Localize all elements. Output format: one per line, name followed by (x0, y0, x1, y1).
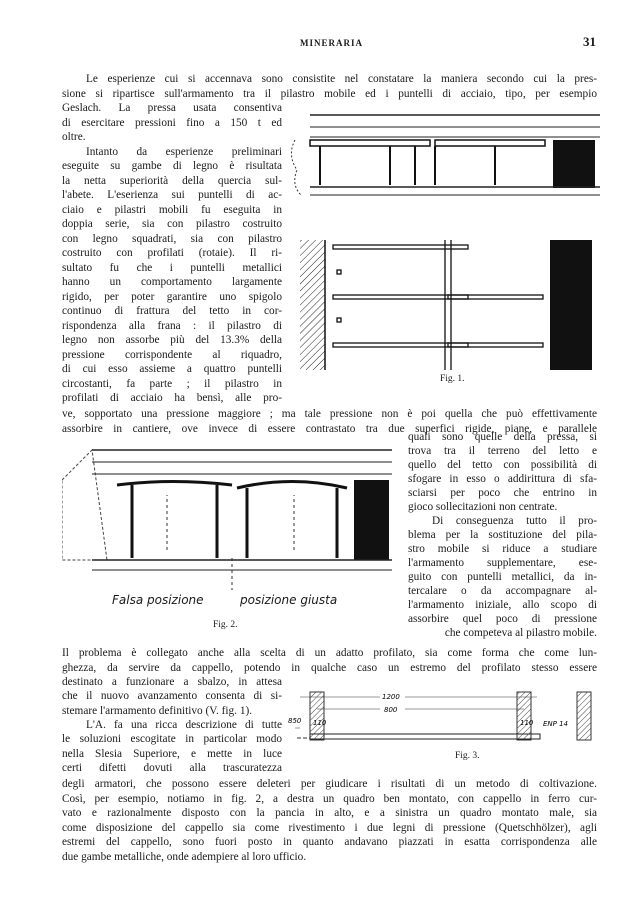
text-line: che il nuovo avanzamento consenta di si- (62, 690, 282, 703)
text-line: Di conseguenza tutto il pro- (432, 515, 597, 527)
dim-800: 800 (384, 706, 398, 714)
text-line: doppia serie, sia con pilastro costruito (62, 218, 282, 230)
dim-1200: 1200 (382, 693, 400, 701)
figure-2-label-right: posizione giusta (240, 593, 338, 607)
text-line: quali sono quelle della pressa, si (408, 431, 597, 443)
text-line: sultato fu che i puntelli metallici (62, 261, 282, 274)
text-line: rispondenza alla frana : il pilastro di (62, 319, 282, 332)
figure-2-caption: Fig. 2. (213, 620, 238, 630)
text-line: con legno squadrati, sia con pilastro (62, 232, 282, 245)
page-number: 31 (583, 34, 596, 49)
figure-3-caption: Fig. 3. (455, 751, 480, 761)
text-line: pressione corrispondente al riquadro, (62, 348, 282, 361)
text-line: gioco sollecitazioni non centrate. (408, 501, 558, 513)
text-line: nella Slesia Superiore, e mette in luce (62, 747, 282, 760)
figure-2-label-wrong: Falsa posizione (112, 593, 204, 607)
text-line: stemare l'armamento definitivo (V. fig. 1). (62, 704, 253, 717)
text-line: legno non assorbe più del 13.3% della (62, 334, 282, 346)
text-line: destinato a funzionare a sbalzo, in attesa (62, 676, 282, 688)
text-line: la netta superiorità della quercia sul- (62, 174, 282, 187)
text-line: vato e razionalmente disposto con la pancia in alto, e a sinistra un quadro montato male, sia (62, 807, 597, 819)
text-line: le soluzioni escogitate in particolar modo (62, 733, 282, 746)
text-line: degli armatori, che possono essere deleteri per giudicare i risultati di un metodo di coltivazione. (62, 778, 597, 790)
dim-110-right: 110 (520, 719, 534, 727)
text-line: assorbire quel poco di pressione (408, 613, 597, 625)
figure-2-drawing (62, 440, 392, 590)
text-line: stro mobile si riduce a studiare (408, 543, 597, 555)
text-line: estremi del cappello, sono fuori posto in quanto andavano piazzati in esatta corrispondenza alle (62, 836, 597, 848)
text-line: ve, sopportato una pressione maggiore ; ma tale pressione non è poi quella che può effettivamente (62, 408, 597, 420)
text-line: di cui esso assieme a quattro puntelli (62, 363, 282, 375)
text-line: l'armamento supplementare, ese- (408, 557, 597, 569)
figure-1-elevation (285, 105, 605, 200)
text-line: circostanti, fa parte ; il pilastro in (62, 377, 282, 390)
text-line: ciaio e pilastri mobili fu eseguita in (62, 203, 282, 216)
text-line: sfogare in esso o addirittura di sfa- (408, 473, 597, 485)
text-line: guito con puntelli metallici, da in- (408, 571, 597, 583)
text-line: blema per la sostituzione del pila- (408, 529, 597, 541)
text-line: Così, per esempio, notiamo in fig. 2, a destra un quadro ben montato, con cappello in ferro cur- (62, 792, 597, 805)
text-line: l'armamento iniziale, allo scopo di (408, 599, 597, 611)
text-line: Geslach. La pressa usata consentiva (62, 102, 282, 114)
text-line: L'A. fa una ricca descrizione di tutte (86, 718, 282, 731)
text-line: oltre. (62, 131, 86, 143)
figure-3-dimensions (285, 690, 615, 750)
text-line: che competeva al pilastro mobile. (444, 627, 597, 639)
text-line: Intanto da esperienze preliminari (86, 145, 282, 158)
text-line: come disposizione del cappello sia come rivestimento i due legni di pressione (Quetschhölzer), agli (62, 821, 597, 834)
text-line: sciarsi per poco che entrino in (408, 487, 597, 499)
text-line: quello del tetto con possibilità di (408, 459, 597, 471)
text-line: costruito con profilati (rotaie). Il ri- (62, 247, 282, 259)
text-line: l'abete. L'eserienza sui puntelli di ac- (62, 189, 282, 201)
text-line: sione si ripartisce sull'armamento tra il pilastro mobile ed i puntelli di acciaio, tipo, per esempio (62, 87, 597, 100)
profile-label: ENP 14 (543, 720, 569, 728)
dim-850: 850 (288, 717, 302, 725)
figure-1-caption: Fig. 1. (440, 374, 465, 384)
text-line: rigido, per poter garantire uno spigolo (62, 290, 282, 303)
text-line: eseguite su gambe di legno è risultata (62, 160, 282, 172)
text-line: Le esperienze cui si accennava sono consistite nel constatare la maniera secondo cui la pres- (86, 73, 597, 85)
text-line: tercalare o da accompagnare al- (408, 585, 597, 597)
dim-110-left: 110 (313, 719, 327, 727)
text-line: ghezza, da servire da cappello, potendo in qualche caso un estremo del profilato stesso essere (62, 661, 597, 674)
text-line: assorbire in cantiere, ove invece di essere contrastato tra due superfici rigide, piane, e parallele (62, 422, 597, 435)
text-line: profilati di acciaio ha bensì, alle pro- (62, 392, 282, 404)
text-line: hanno un comportamento largamente (62, 276, 282, 288)
text-line: due gambe metalliche, onde adempiere al loro ufficio. (62, 850, 307, 863)
figure-1-plan (285, 235, 605, 375)
text-line: continuo di frattura del tetto in cor- (62, 305, 282, 317)
text-line: Il problema è collegato anche alla scelta di un adatto profilato, sia come forma che come lun- (62, 647, 597, 659)
text-line: certi difetti dovuti alla trascuratezza (62, 761, 282, 774)
text-line: di esercitare pressioni fino a 150 t ed (62, 116, 282, 129)
running-header: MINERARIA (300, 38, 363, 48)
text-line: trova tra il terreno del letto e (408, 445, 597, 457)
